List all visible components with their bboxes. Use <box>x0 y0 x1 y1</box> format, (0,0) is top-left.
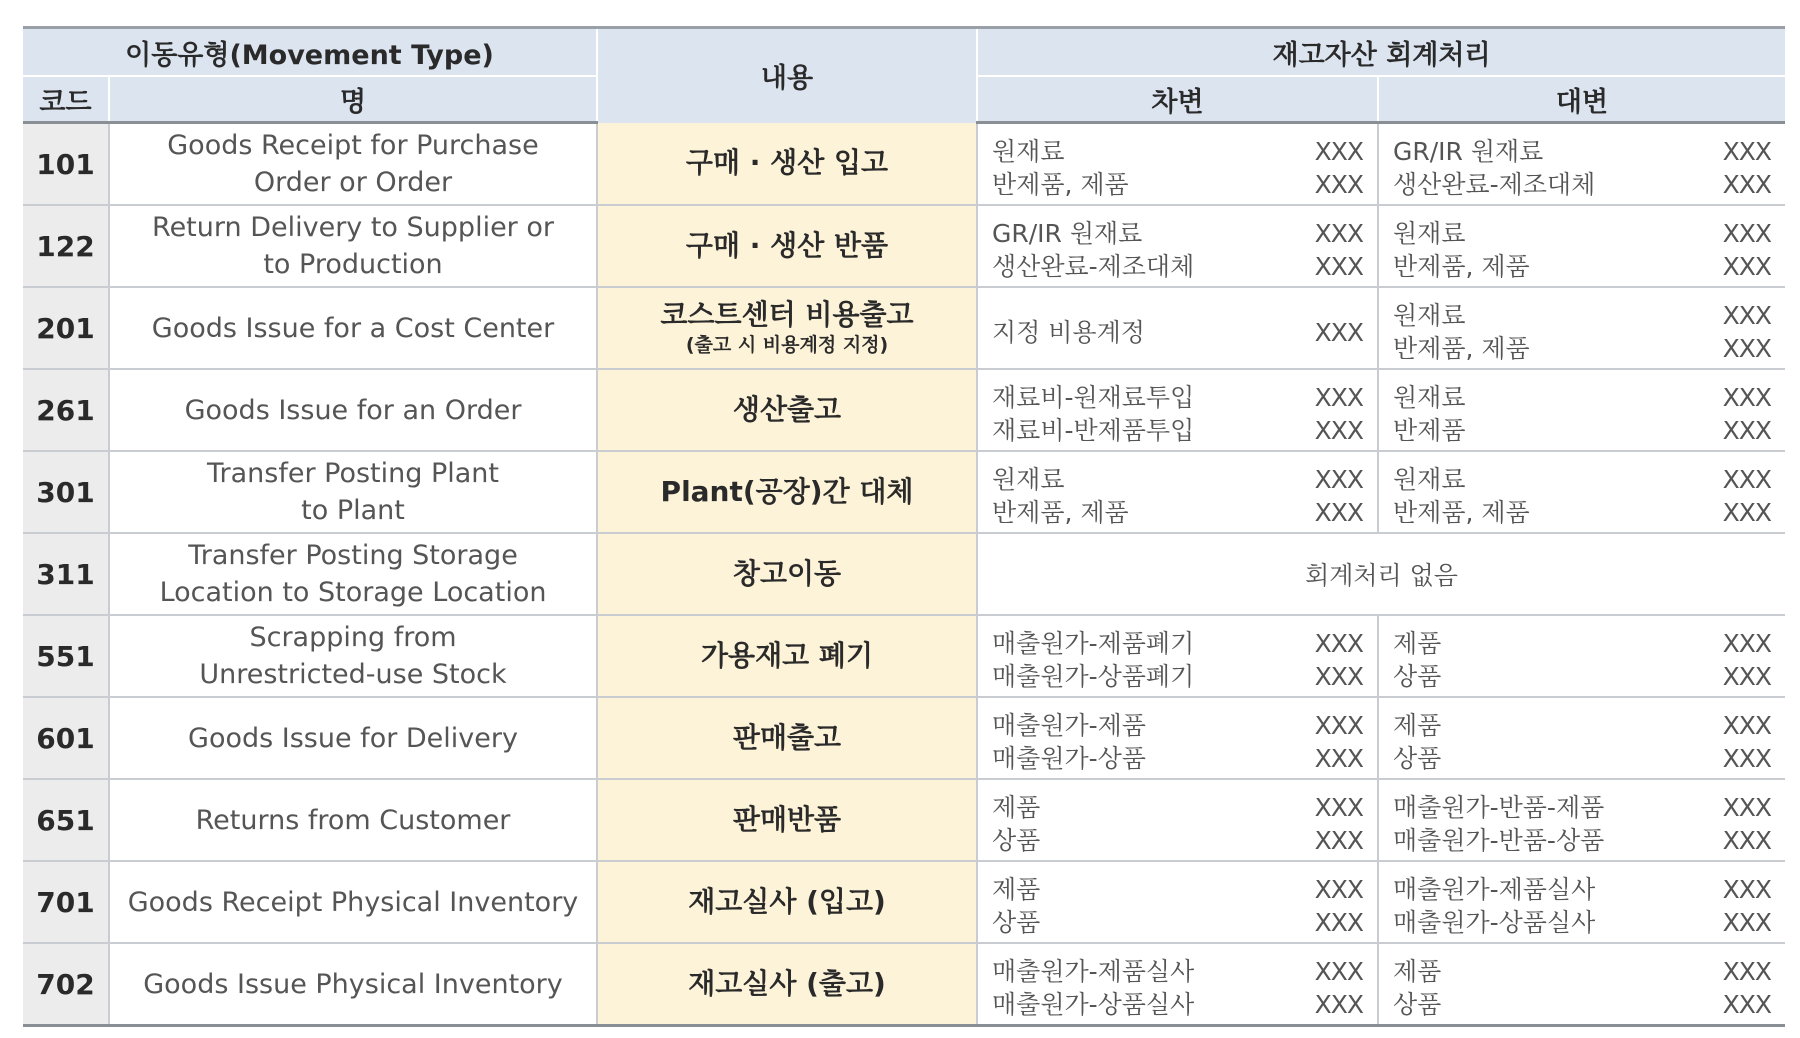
credit-entry <box>1393 381 1771 414</box>
credit-amount: XXX <box>1722 711 1772 740</box>
credit-amount: XXX <box>1722 252 1772 281</box>
credit-entry <box>1393 217 1771 250</box>
movement-name-line: Returns from Customer <box>195 804 511 836</box>
credit-entries <box>1379 619 1785 693</box>
movement-content-label: 판매반품 <box>732 803 842 836</box>
credit-entries <box>1379 947 1785 1021</box>
debit-account: 반제품, 제품 <box>992 170 1129 199</box>
credit-account: 반제품, 제품 <box>1393 252 1530 281</box>
movement-name <box>109 943 597 1026</box>
credit-amount: XXX <box>1722 908 1772 937</box>
table-row <box>23 779 1785 861</box>
credit-entry <box>1393 299 1771 332</box>
credit-amount: XXX <box>1722 334 1772 363</box>
debit-amount: XXX <box>1314 908 1364 937</box>
debit-account: 상품 <box>992 908 1041 937</box>
movement-content <box>597 287 977 369</box>
credit-account: 제품 <box>1393 629 1442 658</box>
debit-entry <box>992 496 1363 529</box>
movement-type-document <box>23 26 1785 1027</box>
debit-entry <box>992 627 1363 660</box>
credit-entry <box>1393 824 1771 857</box>
credit-amount: XXX <box>1722 416 1772 445</box>
credit-entry <box>1393 791 1771 824</box>
movement-name-line: Scrapping from <box>249 622 457 653</box>
movement-content <box>597 615 977 697</box>
credit-amount: XXX <box>1722 465 1772 494</box>
credit-account: 매출원가-반품-제품 <box>1393 793 1605 822</box>
debit-amount: XXX <box>1314 317 1364 347</box>
credit-amount: XXX <box>1722 170 1772 199</box>
credit-amount: XXX <box>1722 301 1772 330</box>
debit-amount: XXX <box>1314 826 1364 855</box>
credit-cell <box>1378 615 1785 697</box>
movement-name-line: Transfer Posting Plant <box>207 458 500 489</box>
debit-amount: XXX <box>1314 416 1364 445</box>
movement-name-line: Goods Receipt for Purchase <box>167 130 539 161</box>
movement-name-line: Goods Issue for Delivery <box>188 722 518 754</box>
credit-account: 생산완료-제조대체 <box>1393 170 1596 199</box>
debit-entries <box>978 701 1377 775</box>
debit-cell <box>977 861 1378 943</box>
credit-account: 원재료 <box>1393 301 1466 330</box>
debit-entry <box>992 742 1363 775</box>
debit-entries <box>978 209 1377 283</box>
debit-amount: XXX <box>1314 170 1364 199</box>
debit-cell <box>977 451 1378 533</box>
movement-code: 261 <box>23 369 109 451</box>
credit-amount: XXX <box>1722 744 1772 773</box>
table-row <box>23 451 1785 533</box>
credit-entries <box>1379 291 1785 365</box>
debit-amount: XXX <box>1314 137 1364 166</box>
movement-name <box>109 533 597 615</box>
movement-content <box>597 369 977 451</box>
credit-entries <box>1379 783 1785 857</box>
debit-account: 생산완료-제조대체 <box>992 252 1195 281</box>
debit-account: 원재료 <box>992 465 1065 494</box>
credit-amount: XXX <box>1722 662 1772 691</box>
debit-amount: XXX <box>1314 957 1364 986</box>
debit-account: GR/IR 원재료 <box>992 219 1143 248</box>
debit-account: 매출원가-제품실사 <box>992 957 1195 986</box>
movement-content-label: 구매 · 생산 입고 <box>685 146 889 180</box>
debit-account: 지정 비용계정 <box>992 317 1145 347</box>
movement-name <box>109 123 597 206</box>
debit-entry <box>992 463 1363 496</box>
credit-cell <box>1378 369 1785 451</box>
debit-cell <box>977 123 1378 206</box>
movement-name <box>109 205 597 287</box>
movement-content-label: 생산출고 <box>732 393 842 426</box>
accounting-header: 재고자산 회계처리 <box>977 28 1785 77</box>
movement-code: 101 <box>23 123 109 206</box>
debit-entry <box>992 381 1363 414</box>
debit-amount: XXX <box>1314 744 1364 773</box>
debit-account: 매출원가-상품실사 <box>992 990 1195 1019</box>
credit-entry <box>1393 332 1771 365</box>
debit-entry <box>992 250 1363 283</box>
debit-entry <box>992 988 1363 1021</box>
credit-entries <box>1379 455 1785 529</box>
table-row <box>23 369 1785 451</box>
debit-account: 매출원가-제품폐기 <box>992 629 1195 658</box>
debit-account: 매출원가-제품 <box>992 711 1146 740</box>
debit-amount: XXX <box>1314 662 1364 691</box>
debit-entry <box>992 791 1363 824</box>
debit-entry <box>992 955 1363 988</box>
credit-cell <box>1378 779 1785 861</box>
debit-account: 매출원가-상품 <box>992 744 1146 773</box>
credit-account: 상품 <box>1393 990 1442 1019</box>
debit-header: 차변 <box>977 76 1378 123</box>
table-row <box>23 943 1785 1026</box>
debit-entry <box>992 709 1363 742</box>
debit-amount: XXX <box>1314 465 1364 494</box>
debit-amount: XXX <box>1314 875 1364 904</box>
debit-entry <box>992 660 1363 693</box>
movement-content-label: 코스트센터 비용출고 <box>660 298 914 331</box>
movement-content <box>597 943 977 1026</box>
credit-amount: XXX <box>1722 826 1772 855</box>
debit-cell <box>977 287 1378 369</box>
credit-account: 반제품, 제품 <box>1393 334 1530 363</box>
movement-content <box>597 205 977 287</box>
credit-cell <box>1378 943 1785 1026</box>
debit-entry <box>992 316 1363 349</box>
credit-account: 반제품 <box>1393 416 1466 445</box>
movement-name <box>109 861 597 943</box>
movement-content <box>597 861 977 943</box>
table-row <box>23 697 1785 779</box>
movement-type-table <box>23 26 1785 1027</box>
movement-code: 311 <box>23 533 109 615</box>
credit-cell <box>1378 861 1785 943</box>
credit-account: 상품 <box>1393 662 1442 691</box>
credit-entry <box>1393 250 1771 283</box>
debit-account: 재료비-원재료투입 <box>992 383 1195 412</box>
debit-entries <box>978 619 1377 693</box>
name-header: 명 <box>109 76 597 123</box>
credit-entry <box>1393 742 1771 775</box>
debit-amount: XXX <box>1314 252 1364 281</box>
debit-entries <box>978 455 1377 529</box>
credit-entry <box>1393 168 1771 201</box>
no-accounting-note: 회계처리 없음 <box>977 533 1785 615</box>
credit-account: 원재료 <box>1393 219 1466 248</box>
movement-content-note: (출고 시 비용계정 지정) <box>685 334 889 356</box>
credit-amount: XXX <box>1722 793 1772 822</box>
credit-entries <box>1379 373 1785 447</box>
debit-cell <box>977 697 1378 779</box>
movement-code: 301 <box>23 451 109 533</box>
movement-name-line: Unrestricted-use Stock <box>199 659 507 690</box>
movement-name-line: to Production <box>263 249 443 280</box>
credit-cell <box>1378 205 1785 287</box>
debit-cell <box>977 943 1378 1026</box>
credit-cell <box>1378 123 1785 206</box>
movement-name-line: Order or Order <box>253 167 453 198</box>
debit-account: 제품 <box>992 875 1041 904</box>
debit-cell <box>977 779 1378 861</box>
movement-code: 201 <box>23 287 109 369</box>
debit-entry <box>992 135 1363 168</box>
movement-content-label: Plant(공장)간 대체 <box>660 475 914 508</box>
movement-name-line: Location to Storage Location <box>159 577 547 608</box>
movement-code: 701 <box>23 861 109 943</box>
movement-code: 551 <box>23 615 109 697</box>
credit-account: 상품 <box>1393 744 1442 773</box>
movement-content-label: 창고이동 <box>732 557 842 590</box>
debit-amount: XXX <box>1314 793 1364 822</box>
credit-entry <box>1393 709 1771 742</box>
debit-account: 매출원가-상품폐기 <box>992 662 1195 691</box>
debit-entries <box>978 783 1377 857</box>
movement-name-line: Goods Issue Physical Inventory <box>143 968 563 1000</box>
movement-name <box>109 697 597 779</box>
debit-entry <box>992 873 1363 906</box>
debit-amount: XXX <box>1314 990 1364 1019</box>
movement-content-label: 구매 · 생산 반품 <box>685 229 889 262</box>
movement-content <box>597 451 977 533</box>
debit-account: 상품 <box>992 826 1041 855</box>
credit-cell <box>1378 697 1785 779</box>
credit-entry <box>1393 873 1771 906</box>
movement-name <box>109 287 597 369</box>
debit-cell <box>977 615 1378 697</box>
table-row <box>23 287 1785 369</box>
movement-content <box>597 533 977 615</box>
debit-amount: XXX <box>1314 383 1364 412</box>
debit-entry <box>992 414 1363 447</box>
credit-account: 반제품, 제품 <box>1393 498 1530 527</box>
credit-cell <box>1378 287 1785 369</box>
table-row <box>23 205 1785 287</box>
debit-entries <box>978 373 1377 447</box>
debit-account: 제품 <box>992 793 1041 822</box>
credit-account: GR/IR 원재료 <box>1393 137 1544 166</box>
credit-entry <box>1393 955 1771 988</box>
credit-account: 매출원가-상품실사 <box>1393 908 1596 937</box>
movement-code: 122 <box>23 205 109 287</box>
credit-entry <box>1393 988 1771 1021</box>
credit-account: 원재료 <box>1393 465 1466 494</box>
movement-name-line: Goods Issue for an Order <box>184 394 522 426</box>
debit-entries <box>978 947 1377 1021</box>
movement-code: 601 <box>23 697 109 779</box>
movement-content <box>597 123 977 206</box>
debit-entry <box>992 824 1363 857</box>
credit-entries <box>1379 865 1785 939</box>
credit-amount: XXX <box>1722 498 1772 527</box>
credit-amount: XXX <box>1722 219 1772 248</box>
credit-amount: XXX <box>1722 383 1772 412</box>
credit-entry <box>1393 906 1771 939</box>
credit-entries <box>1379 127 1785 201</box>
credit-amount: XXX <box>1722 990 1772 1019</box>
movement-content-label: 재고실사 (출고) <box>688 967 886 1000</box>
content-header: 내용 <box>597 28 977 123</box>
movement-name <box>109 615 597 697</box>
credit-account: 원재료 <box>1393 383 1466 412</box>
movement-name-line: Return Delivery to Supplier or <box>152 212 554 243</box>
debit-amount: XXX <box>1314 629 1364 658</box>
debit-account: 원재료 <box>992 137 1065 166</box>
credit-entries <box>1379 701 1785 775</box>
credit-amount: XXX <box>1722 875 1772 904</box>
debit-cell <box>977 369 1378 451</box>
debit-entry <box>992 906 1363 939</box>
movement-content <box>597 779 977 861</box>
table-row <box>23 533 1785 615</box>
table-row <box>23 123 1785 206</box>
table-row <box>23 615 1785 697</box>
credit-entry <box>1393 463 1771 496</box>
credit-entry <box>1393 135 1771 168</box>
table-body <box>23 123 1785 1026</box>
debit-cell <box>977 205 1378 287</box>
table-header <box>23 28 1785 123</box>
movement-code: 651 <box>23 779 109 861</box>
credit-account: 매출원가-반품-상품 <box>1393 826 1605 855</box>
credit-account: 제품 <box>1393 957 1442 986</box>
credit-entry <box>1393 414 1771 447</box>
credit-account: 제품 <box>1393 711 1442 740</box>
credit-amount: XXX <box>1722 629 1772 658</box>
debit-entry <box>992 168 1363 201</box>
credit-header: 대변 <box>1378 76 1785 123</box>
movement-content <box>597 697 977 779</box>
movement-name <box>109 779 597 861</box>
movement-content-label: 판매출고 <box>732 721 842 754</box>
credit-entry <box>1393 627 1771 660</box>
debit-entry <box>992 217 1363 250</box>
movement-name-line: to Plant <box>301 495 405 526</box>
movement-name-line: Goods Issue for a Cost Center <box>151 312 555 344</box>
debit-account: 재료비-반제품투입 <box>992 416 1195 445</box>
credit-entry <box>1393 660 1771 693</box>
debit-amount: XXX <box>1314 219 1364 248</box>
credit-cell <box>1378 451 1785 533</box>
movement-content-label: 재고실사 (입고) <box>688 885 886 918</box>
credit-amount: XXX <box>1722 957 1772 986</box>
movement-name <box>109 451 597 533</box>
debit-entries <box>978 127 1377 201</box>
debit-account: 반제품, 제품 <box>992 498 1129 527</box>
debit-entries <box>978 308 1377 349</box>
code-header: 코드 <box>23 76 109 123</box>
movement-code: 702 <box>23 943 109 1026</box>
credit-entries <box>1379 209 1785 283</box>
movement-name-line: Transfer Posting Storage <box>188 540 518 571</box>
table-row <box>23 861 1785 943</box>
credit-entry <box>1393 496 1771 529</box>
movement-name <box>109 369 597 451</box>
debit-entries <box>978 865 1377 939</box>
movement-content-label: 가용재고 폐기 <box>700 639 874 672</box>
debit-amount: XXX <box>1314 711 1364 740</box>
movement-name-line: Goods Receipt Physical Inventory <box>127 886 579 918</box>
credit-amount: XXX <box>1722 137 1772 166</box>
credit-account: 매출원가-제품실사 <box>1393 875 1596 904</box>
debit-amount: XXX <box>1314 498 1364 527</box>
movement-type-header: 이동유형(Movement Type) <box>23 28 597 77</box>
